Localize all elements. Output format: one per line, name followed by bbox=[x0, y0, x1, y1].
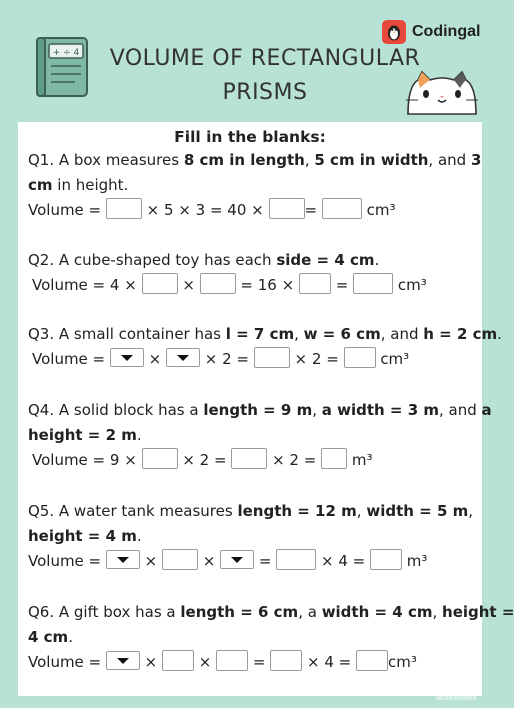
footer-top: TOP bbox=[448, 685, 465, 694]
section-heading: Fill in the blanks: bbox=[174, 128, 326, 146]
question-text: Q2. A cube-shaped toy has each side = 4 cm. bbox=[28, 251, 380, 269]
question-text: Q6. A gift box has a length = 6 cm, a width = 4 cm, height = bbox=[28, 603, 514, 621]
answer-blank[interactable] bbox=[270, 650, 302, 671]
question-text: Q5. A water tank measures length = 12 m, width = 5 m, bbox=[28, 502, 474, 520]
answer-dropdown[interactable] bbox=[166, 348, 200, 367]
answer-blank[interactable] bbox=[254, 347, 290, 368]
calculator-book-icon bbox=[35, 36, 89, 98]
svg-text:+ ÷ 4: + ÷ 4 bbox=[52, 48, 80, 58]
answer-blank[interactable] bbox=[344, 347, 376, 368]
answer-blank[interactable] bbox=[276, 549, 316, 570]
page-title: VOLUME OF RECTANGULAR PRISMS bbox=[109, 46, 421, 105]
equation-line: Volume = × 5 × 3 = 40 × = cm³ bbox=[28, 198, 474, 223]
footer-logo bbox=[436, 686, 476, 702]
question-4 bbox=[28, 398, 492, 473]
answer-blank[interactable] bbox=[142, 448, 178, 469]
answer-blank[interactable] bbox=[216, 650, 248, 671]
answer-blank[interactable] bbox=[142, 273, 178, 294]
question-text: Q3. A small container has l = 7 cm, w = 6 cm, and h = 2 cm. bbox=[28, 325, 502, 343]
question-1 bbox=[28, 148, 482, 223]
question-text-cont: cm in height. bbox=[28, 176, 129, 194]
footer-name: worksheets bbox=[436, 693, 477, 702]
brand-name: Codingal bbox=[412, 23, 481, 40]
answer-dropdown[interactable] bbox=[110, 348, 144, 367]
brand-logo bbox=[382, 20, 480, 44]
question-3 bbox=[28, 322, 502, 372]
answer-blank[interactable] bbox=[299, 273, 331, 294]
question-text: Q4. A solid block has a length = 9 m, a width = 3 m, and a bbox=[28, 401, 492, 419]
worksheet-header bbox=[0, 0, 500, 120]
penguin-logo-icon bbox=[382, 20, 406, 44]
answer-blank[interactable] bbox=[321, 448, 347, 469]
answer-blank[interactable] bbox=[106, 198, 142, 219]
answer-blank[interactable] bbox=[269, 198, 305, 219]
answer-dropdown[interactable] bbox=[106, 550, 140, 569]
cat-mascot-icon bbox=[404, 70, 480, 114]
worksheet-card bbox=[18, 122, 514, 696]
question-text-cont: 4 cm. bbox=[28, 628, 73, 646]
question-5 bbox=[28, 499, 474, 574]
question-text: Q1. A box measures 8 cm in length, 5 cm in width, and 3 bbox=[28, 151, 482, 169]
answer-blank[interactable] bbox=[231, 448, 267, 469]
answer-dropdown[interactable] bbox=[220, 550, 254, 569]
question-2 bbox=[28, 248, 474, 298]
answer-blank[interactable] bbox=[200, 273, 236, 294]
answer-blank[interactable] bbox=[162, 549, 198, 570]
equation-line: Volume = 9 × × 2 = × 2 = m³ bbox=[28, 448, 474, 473]
answer-blank[interactable] bbox=[322, 198, 362, 219]
equation-line: Volume = × × = × 4 = m³ bbox=[28, 549, 474, 574]
answer-blank[interactable] bbox=[353, 273, 393, 294]
equation-line: Volume = 4 × × = 16 × = cm³ bbox=[28, 273, 474, 298]
equation-line: Volume = × × 2 = × 2 = cm³ bbox=[28, 347, 474, 372]
answer-blank[interactable] bbox=[162, 650, 194, 671]
equation-line: Volume = × × = × 4 = cm³ bbox=[28, 650, 474, 675]
answer-blank[interactable] bbox=[370, 549, 402, 570]
answer-dropdown[interactable] bbox=[106, 651, 140, 670]
question-6 bbox=[28, 600, 514, 675]
answer-blank[interactable] bbox=[356, 650, 388, 671]
question-text-cont: height = 4 m. bbox=[28, 527, 142, 545]
question-text-cont: height = 2 m. bbox=[28, 426, 142, 444]
